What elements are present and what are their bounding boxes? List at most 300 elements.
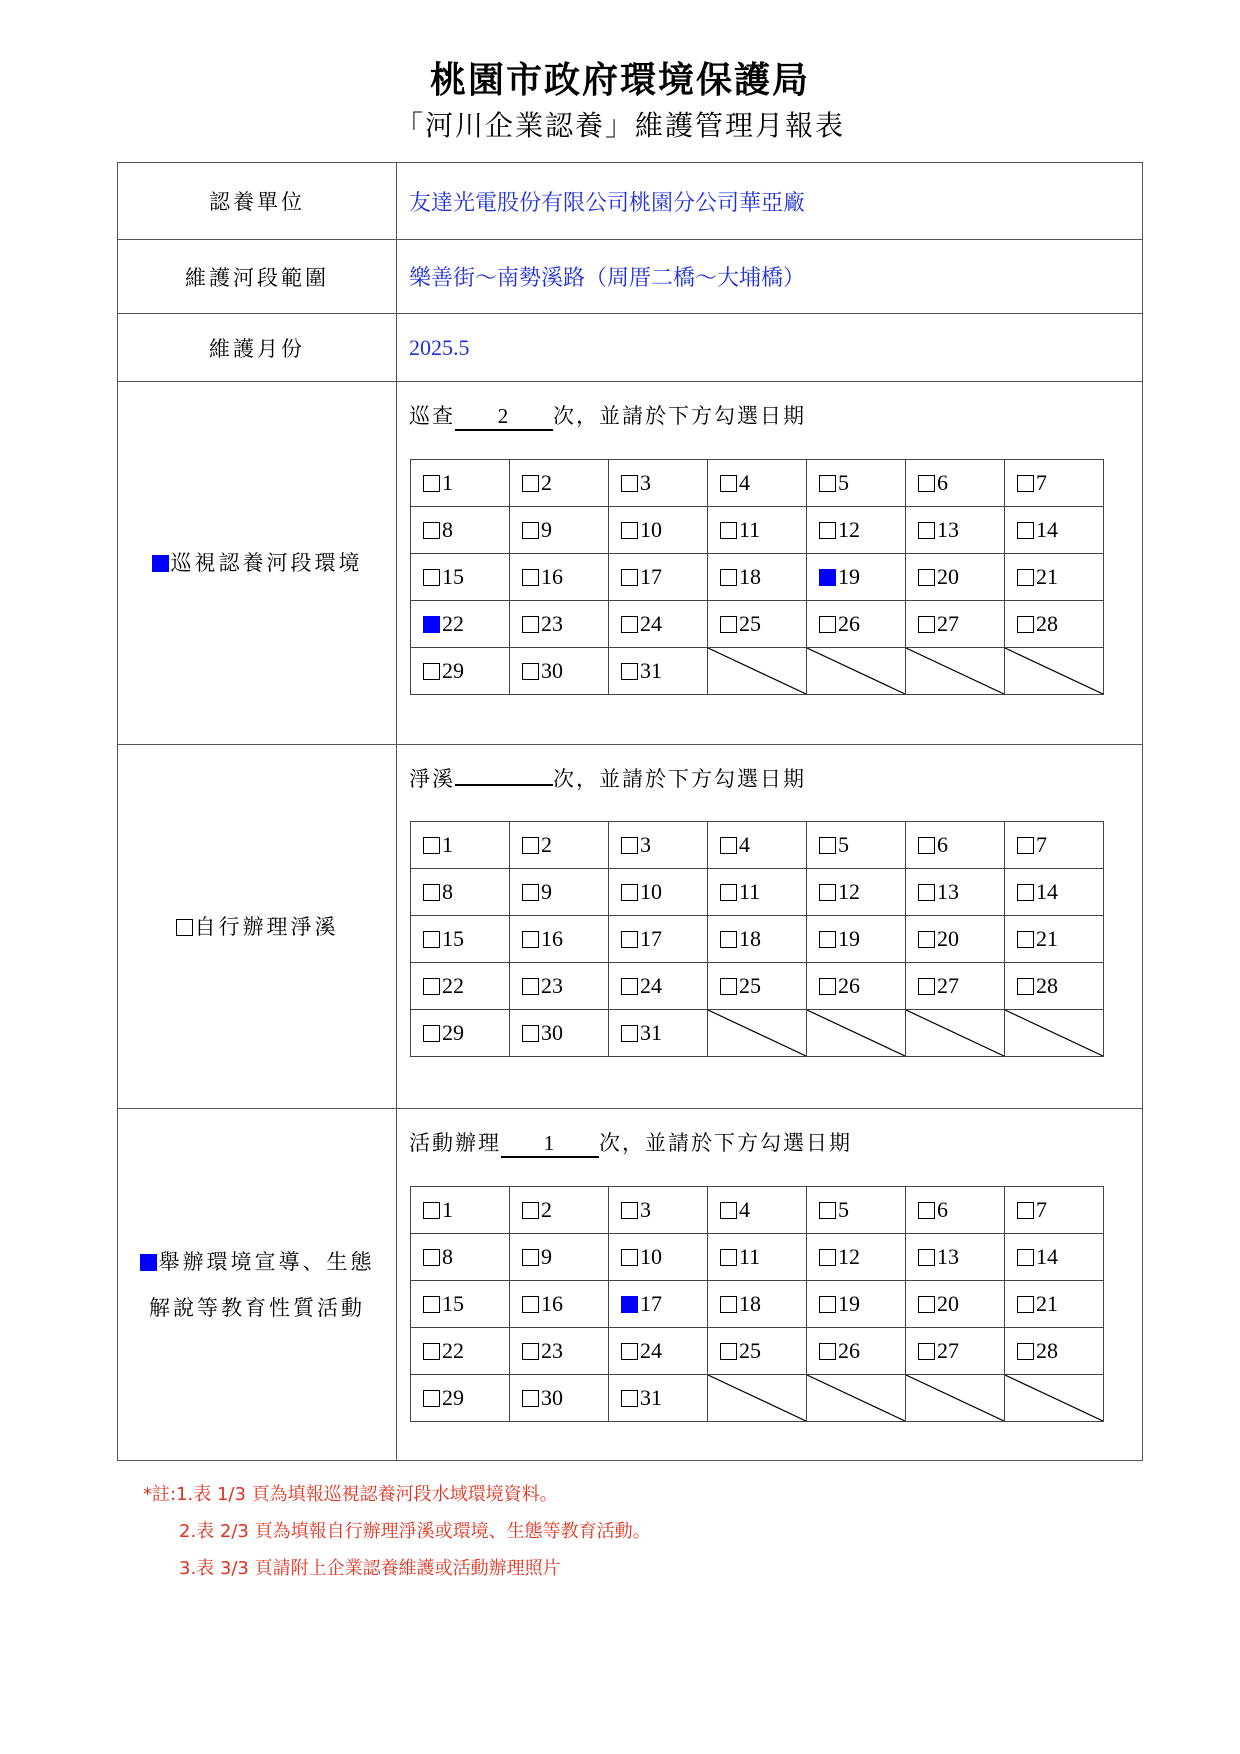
day-checkbox[interactable] [621, 569, 638, 586]
day-number: 6 [937, 470, 948, 495]
blank-cell [708, 648, 807, 695]
day-cell[interactable] [411, 1010, 510, 1057]
day-cell[interactable] [807, 1281, 906, 1328]
day-cell[interactable] [1005, 869, 1104, 916]
diagonal-slash [906, 1375, 1004, 1421]
day-checkbox[interactable] [720, 1296, 737, 1313]
day-cell[interactable] [510, 822, 609, 869]
day-checkbox[interactable] [720, 1249, 737, 1266]
day-cell[interactable] [609, 1281, 708, 1328]
day-cell[interactable] [510, 601, 609, 648]
day-number: 27 [937, 973, 959, 998]
day-number: 18 [739, 1291, 761, 1316]
day-number: 8 [442, 879, 453, 904]
day-number: 5 [838, 1197, 849, 1222]
section-label-line [118, 1285, 396, 1331]
section-checkbox[interactable] [140, 1254, 157, 1271]
day-checkbox[interactable] [621, 616, 638, 633]
notes [143, 1476, 651, 1587]
day-cell[interactable] [411, 601, 510, 648]
unit-value[interactable]: 友達光電股份有限公司桃園分公司華亞廠 [397, 163, 1143, 240]
day-cell[interactable] [708, 963, 807, 1010]
day-cell[interactable] [510, 507, 609, 554]
day-checkbox[interactable] [1017, 1249, 1034, 1266]
day-number: 18 [739, 564, 761, 589]
day-cell[interactable] [510, 1375, 609, 1422]
count-value[interactable]: 1 [501, 1131, 599, 1158]
day-cell[interactable] [609, 1328, 708, 1375]
day-number: 17 [640, 926, 662, 951]
day-grid-row [411, 963, 1104, 1010]
day-checkbox[interactable] [1017, 616, 1034, 633]
day-cell[interactable] [411, 822, 510, 869]
day-checkbox[interactable] [819, 1296, 836, 1313]
day-cell[interactable] [411, 916, 510, 963]
day-cell[interactable] [708, 822, 807, 869]
day-number: 29 [442, 658, 464, 683]
day-grid [410, 821, 1104, 1057]
day-cell[interactable] [906, 554, 1005, 601]
day-cell[interactable] [708, 1187, 807, 1234]
day-cell[interactable] [906, 1234, 1005, 1281]
day-checkbox[interactable] [1017, 837, 1034, 854]
day-checkbox[interactable] [522, 1343, 539, 1360]
day-cell[interactable] [1005, 460, 1104, 507]
section-label [118, 540, 396, 586]
page-title: 桃園市政府環境保護局 [429, 59, 810, 101]
day-cell[interactable] [510, 916, 609, 963]
day-number: 7 [1036, 1197, 1047, 1222]
day-cell[interactable] [510, 1187, 609, 1234]
day-cell[interactable] [609, 1010, 708, 1057]
day-cell[interactable] [807, 869, 906, 916]
day-cell[interactable] [1005, 601, 1104, 648]
day-cell[interactable] [807, 507, 906, 554]
day-cell[interactable] [807, 1328, 906, 1375]
day-cell[interactable] [906, 507, 1005, 554]
day-number: 27 [937, 1338, 959, 1363]
day-number: 18 [739, 926, 761, 951]
day-checkbox[interactable] [918, 475, 935, 492]
day-checkbox[interactable] [819, 884, 836, 901]
day-checkbox[interactable] [819, 837, 836, 854]
day-cell[interactable] [708, 1281, 807, 1328]
day-number: 14 [1036, 1244, 1058, 1269]
day-checkbox[interactable] [423, 978, 440, 995]
day-cell[interactable] [906, 963, 1005, 1010]
day-checkbox[interactable] [918, 522, 935, 539]
day-cell[interactable] [708, 1234, 807, 1281]
day-cell[interactable] [510, 1234, 609, 1281]
diagonal-slash [807, 1010, 905, 1056]
day-cell[interactable] [906, 1187, 1005, 1234]
day-checkbox[interactable] [1017, 884, 1034, 901]
day-checkbox[interactable] [522, 978, 539, 995]
day-number: 5 [838, 832, 849, 857]
day-checkbox[interactable] [522, 1390, 539, 1407]
day-checkbox[interactable] [423, 1296, 440, 1313]
day-checkbox[interactable] [522, 884, 539, 901]
day-number: 25 [739, 973, 761, 998]
day-number: 19 [838, 564, 860, 589]
day-cell[interactable] [411, 1187, 510, 1234]
day-checkbox[interactable] [720, 978, 737, 995]
day-checkbox[interactable] [522, 931, 539, 948]
day-checkbox[interactable] [918, 616, 935, 633]
count-suffix: 次，並請於下方勾選日期 [553, 767, 806, 791]
day-cell[interactable] [1005, 507, 1104, 554]
day-number: 11 [739, 517, 761, 542]
diagonal-slash [1005, 1375, 1103, 1421]
day-checkbox[interactable] [1017, 522, 1034, 539]
day-number: 23 [541, 611, 563, 636]
day-checkbox[interactable] [621, 522, 638, 539]
day-checkbox[interactable] [423, 1390, 440, 1407]
day-number: 10 [640, 1244, 662, 1269]
day-cell[interactable] [609, 916, 708, 963]
day-number: 7 [1036, 470, 1047, 495]
day-cell[interactable] [807, 963, 906, 1010]
section-content-cell [397, 1109, 1143, 1461]
section-label-line [118, 1239, 396, 1285]
day-number: 4 [739, 1197, 750, 1222]
day-number: 14 [1036, 517, 1058, 542]
day-cell[interactable] [807, 916, 906, 963]
day-number: 16 [541, 926, 563, 951]
day-cell[interactable] [906, 822, 1005, 869]
day-checkbox[interactable] [621, 663, 638, 680]
day-checkbox[interactable] [819, 616, 836, 633]
day-checkbox[interactable] [918, 1202, 935, 1219]
day-cell[interactable] [807, 554, 906, 601]
range-label: 維護河段範圍 [118, 240, 397, 314]
section-label-text: 自行辦理淨溪 [194, 914, 339, 939]
day-checkbox[interactable] [423, 837, 440, 854]
day-grid-row [411, 869, 1104, 916]
section-label [118, 1239, 396, 1331]
day-checkbox[interactable] [720, 837, 737, 854]
day-cell[interactable] [609, 963, 708, 1010]
day-checkbox[interactable] [621, 1025, 638, 1042]
day-checkbox[interactable] [621, 1343, 638, 1360]
blank-cell [807, 648, 906, 695]
blank-cell [906, 1375, 1005, 1422]
day-cell[interactable] [609, 460, 708, 507]
month-value[interactable]: 2025.5 [397, 314, 1143, 382]
day-checkbox[interactable] [918, 569, 935, 586]
day-checkbox[interactable] [522, 616, 539, 633]
day-cell[interactable] [609, 648, 708, 695]
day-number: 26 [838, 1338, 860, 1363]
day-cell[interactable] [708, 1328, 807, 1375]
section-label [118, 904, 396, 950]
day-cell[interactable] [708, 460, 807, 507]
day-grid [410, 1186, 1104, 1422]
day-grid-row [411, 916, 1104, 963]
day-cell[interactable] [1005, 963, 1104, 1010]
day-checkbox[interactable] [522, 663, 539, 680]
day-checkbox[interactable] [1017, 475, 1034, 492]
day-checkbox[interactable] [423, 1202, 440, 1219]
day-number: 8 [442, 517, 453, 542]
day-number: 15 [442, 564, 464, 589]
day-checkbox[interactable] [621, 931, 638, 948]
day-cell[interactable] [708, 601, 807, 648]
blank-cell [1005, 1375, 1104, 1422]
section-label-text: 解說等教育性質活動 [149, 1295, 365, 1320]
count-line [409, 1127, 1142, 1158]
day-checkbox[interactable] [1017, 1202, 1034, 1219]
day-cell[interactable] [906, 869, 1005, 916]
day-cell[interactable] [609, 601, 708, 648]
day-checkbox[interactable] [819, 931, 836, 948]
day-cell[interactable] [708, 507, 807, 554]
day-number: 22 [442, 1338, 464, 1363]
page-subtitle: 「河川企業認養」維護管理月報表 [394, 109, 845, 142]
day-cell[interactable] [411, 1281, 510, 1328]
day-checkbox[interactable] [1017, 1343, 1034, 1360]
day-cell[interactable] [510, 1281, 609, 1328]
section-content [397, 400, 1142, 695]
day-number: 28 [1036, 611, 1058, 636]
day-number: 5 [838, 470, 849, 495]
count-prefix: 活動辦理 [409, 1131, 501, 1155]
day-cell[interactable] [1005, 1187, 1104, 1234]
day-cell[interactable] [807, 460, 906, 507]
day-checkbox[interactable] [720, 569, 737, 586]
day-cell[interactable] [609, 554, 708, 601]
day-number: 13 [937, 879, 959, 904]
day-checkbox[interactable] [819, 1249, 836, 1266]
day-number: 21 [1036, 564, 1058, 589]
day-checkbox[interactable] [918, 1296, 935, 1313]
day-cell[interactable] [807, 601, 906, 648]
day-grid-row [411, 1234, 1104, 1281]
day-cell[interactable] [1005, 1328, 1104, 1375]
day-checkbox[interactable] [522, 475, 539, 492]
day-number: 3 [640, 470, 651, 495]
diagonal-slash [807, 648, 905, 694]
day-checkbox[interactable] [423, 522, 440, 539]
day-grid-row [411, 1281, 1104, 1328]
count-value[interactable] [455, 784, 553, 786]
day-checkbox[interactable] [819, 522, 836, 539]
day-cell[interactable] [609, 1234, 708, 1281]
section-row-cleanup [118, 745, 1143, 1109]
day-cell[interactable] [1005, 1281, 1104, 1328]
day-checkbox[interactable] [621, 475, 638, 492]
day-number: 27 [937, 611, 959, 636]
day-checkbox[interactable] [522, 522, 539, 539]
section-label-line [118, 540, 396, 586]
day-checkbox[interactable] [522, 1249, 539, 1266]
day-cell[interactable] [807, 822, 906, 869]
day-checkbox[interactable] [720, 1202, 737, 1219]
day-number: 13 [937, 1244, 959, 1269]
day-checkbox[interactable] [423, 569, 440, 586]
day-cell[interactable] [411, 1375, 510, 1422]
count-value[interactable]: 2 [455, 404, 553, 431]
day-checkbox[interactable] [819, 475, 836, 492]
day-checkbox[interactable] [720, 522, 737, 539]
day-checkbox[interactable] [1017, 569, 1034, 586]
day-checkbox[interactable] [819, 569, 836, 586]
day-checkbox[interactable] [522, 1296, 539, 1313]
day-cell[interactable] [1005, 822, 1104, 869]
day-checkbox[interactable] [720, 475, 737, 492]
day-cell[interactable] [510, 554, 609, 601]
section-content [397, 1127, 1142, 1422]
day-number: 4 [739, 832, 750, 857]
day-checkbox[interactable] [423, 1025, 440, 1042]
section-row-patrol [118, 382, 1143, 745]
day-cell[interactable] [411, 1234, 510, 1281]
day-checkbox[interactable] [423, 1249, 440, 1266]
day-cell[interactable] [609, 822, 708, 869]
day-checkbox[interactable] [423, 663, 440, 680]
day-checkbox[interactable] [621, 884, 638, 901]
day-checkbox[interactable] [918, 931, 935, 948]
day-checkbox[interactable] [423, 884, 440, 901]
day-cell[interactable] [510, 1328, 609, 1375]
day-number: 1 [442, 470, 453, 495]
day-checkbox[interactable] [423, 931, 440, 948]
day-number: 16 [541, 1291, 563, 1316]
section-label-cell [118, 382, 397, 745]
day-checkbox[interactable] [522, 1025, 539, 1042]
day-checkbox[interactable] [621, 1390, 638, 1407]
day-checkbox[interactable] [819, 978, 836, 995]
day-checkbox[interactable] [522, 569, 539, 586]
day-checkbox[interactable] [720, 931, 737, 948]
blank-cell [906, 1010, 1005, 1057]
day-cell[interactable] [609, 869, 708, 916]
day-cell[interactable] [609, 1187, 708, 1234]
day-cell[interactable] [510, 869, 609, 916]
section-checkbox[interactable] [152, 555, 169, 572]
day-cell[interactable] [1005, 1234, 1104, 1281]
day-number: 9 [541, 517, 552, 542]
day-checkbox[interactable] [1017, 978, 1034, 995]
day-cell[interactable] [411, 963, 510, 1010]
range-value[interactable]: 樂善街～南勢溪路（周厝二橋～大埔橋） [397, 240, 1143, 314]
day-number: 31 [640, 1020, 662, 1045]
day-cell[interactable] [510, 648, 609, 695]
day-checkbox[interactable] [918, 1249, 935, 1266]
section-content-cell [397, 382, 1143, 745]
day-cell[interactable] [906, 1328, 1005, 1375]
day-number: 29 [442, 1385, 464, 1410]
day-number: 13 [937, 517, 959, 542]
day-grid [410, 459, 1104, 695]
day-number: 11 [739, 879, 761, 904]
day-number: 9 [541, 1244, 552, 1269]
day-cell[interactable] [708, 554, 807, 601]
day-checkbox[interactable] [423, 1343, 440, 1360]
day-checkbox[interactable] [819, 1343, 836, 1360]
day-checkbox[interactable] [918, 978, 935, 995]
day-cell[interactable] [906, 916, 1005, 963]
day-cell[interactable] [906, 460, 1005, 507]
day-checkbox[interactable] [720, 1343, 737, 1360]
day-checkbox[interactable] [720, 616, 737, 633]
day-cell[interactable] [411, 460, 510, 507]
day-number: 7 [1036, 832, 1047, 857]
day-checkbox[interactable] [1017, 931, 1034, 948]
day-cell[interactable] [411, 648, 510, 695]
day-number: 3 [640, 1197, 651, 1222]
count-line [409, 763, 1142, 793]
day-cell[interactable] [411, 869, 510, 916]
day-checkbox[interactable] [621, 978, 638, 995]
day-checkbox[interactable] [819, 1202, 836, 1219]
day-cell[interactable] [510, 963, 609, 1010]
day-cell[interactable] [708, 869, 807, 916]
day-checkbox[interactable] [423, 475, 440, 492]
day-cell[interactable] [1005, 554, 1104, 601]
day-grid-row [411, 460, 1104, 507]
day-cell[interactable] [510, 1010, 609, 1057]
day-number: 25 [739, 1338, 761, 1363]
day-checkbox[interactable] [621, 1296, 638, 1313]
day-number: 22 [442, 973, 464, 998]
day-checkbox[interactable] [1017, 1296, 1034, 1313]
section-row-activity [118, 1109, 1143, 1461]
info-row-unit [118, 163, 1143, 240]
note-line: *註:1.表 1/3 頁為填報巡視認養河段水域環境資料。 [143, 1484, 558, 1505]
blank-cell [708, 1010, 807, 1057]
count-line [409, 400, 1142, 431]
day-cell[interactable] [1005, 916, 1104, 963]
section-label-text: 巡視認養河段環境 [170, 551, 363, 575]
day-checkbox[interactable] [720, 884, 737, 901]
info-row-range [118, 240, 1143, 314]
day-checkbox[interactable] [918, 884, 935, 901]
day-cell[interactable] [411, 507, 510, 554]
day-cell[interactable] [906, 1281, 1005, 1328]
day-grid-row [411, 648, 1104, 695]
section-checkbox[interactable] [176, 919, 193, 936]
day-checkbox[interactable] [621, 837, 638, 854]
day-number: 23 [541, 973, 563, 998]
day-checkbox[interactable] [918, 837, 935, 854]
day-cell[interactable] [510, 460, 609, 507]
day-cell[interactable] [906, 601, 1005, 648]
day-cell[interactable] [807, 1187, 906, 1234]
day-checkbox[interactable] [423, 616, 440, 633]
section-content [397, 763, 1142, 1057]
day-cell[interactable] [609, 507, 708, 554]
report-table [117, 162, 1143, 1461]
count-suffix: 次，並請於下方勾選日期 [599, 1131, 852, 1155]
day-checkbox[interactable] [621, 1202, 638, 1219]
day-checkbox[interactable] [522, 1202, 539, 1219]
day-checkbox[interactable] [918, 1343, 935, 1360]
note-line: 2.表 2/3 頁為填報自行辦理淨溪或環境、生態等教育活動。 [179, 1521, 651, 1542]
day-cell[interactable] [708, 916, 807, 963]
section-label-cell [118, 745, 397, 1109]
section-label-line [118, 904, 396, 950]
day-number: 20 [937, 564, 959, 589]
day-cell[interactable] [609, 1375, 708, 1422]
day-cell[interactable] [807, 1234, 906, 1281]
day-cell[interactable] [411, 1328, 510, 1375]
day-checkbox[interactable] [621, 1249, 638, 1266]
blank-cell [807, 1375, 906, 1422]
day-checkbox[interactable] [522, 837, 539, 854]
day-number: 12 [838, 1244, 860, 1269]
day-cell[interactable] [411, 554, 510, 601]
